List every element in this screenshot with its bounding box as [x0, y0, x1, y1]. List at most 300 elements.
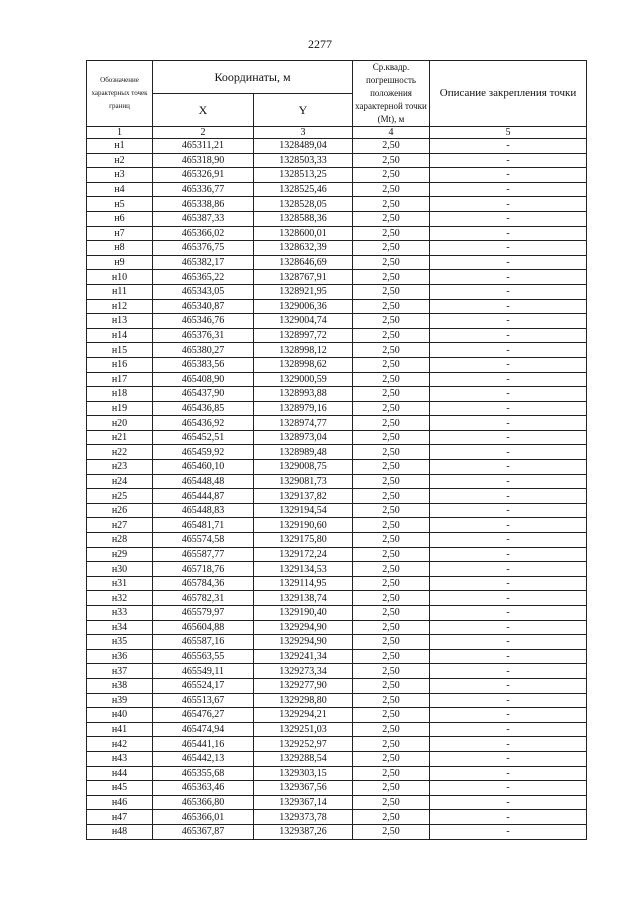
table-row [87, 474, 587, 489]
description-cell: - [430, 401, 587, 416]
description-cell: - [430, 153, 587, 168]
point-cell: н7 [87, 226, 153, 241]
error-cell: 2,50 [353, 503, 430, 518]
error-cell: 2,50 [353, 401, 430, 416]
table-row [87, 620, 587, 635]
description-cell: - [430, 664, 587, 679]
header-coordinates: Координаты, м [153, 61, 353, 94]
x-cell: 465367,87 [153, 824, 254, 839]
description-cell: - [430, 606, 587, 621]
x-cell: 465366,80 [153, 795, 254, 810]
table-row [87, 722, 587, 737]
y-cell: 1328489,04 [254, 139, 353, 154]
description-cell: - [430, 474, 587, 489]
point-cell: н1 [87, 139, 153, 154]
point-cell: н45 [87, 781, 153, 796]
y-cell: 1328998,62 [254, 357, 353, 372]
point-cell: н18 [87, 387, 153, 402]
point-cell: н30 [87, 562, 153, 577]
description-cell: - [430, 387, 587, 402]
x-cell: 465343,05 [153, 284, 254, 299]
x-cell: 465476,27 [153, 708, 254, 723]
description-cell: - [430, 182, 587, 197]
error-cell: 2,50 [353, 387, 430, 402]
x-cell: 465513,67 [153, 693, 254, 708]
x-cell: 465387,33 [153, 211, 254, 226]
y-cell: 1329006,36 [254, 299, 353, 314]
x-cell: 465474,94 [153, 722, 254, 737]
table-row [87, 387, 587, 402]
table-row [87, 591, 587, 606]
table-row [87, 503, 587, 518]
y-cell: 1329367,56 [254, 781, 353, 796]
table-row [87, 751, 587, 766]
table-row [87, 401, 587, 416]
x-cell: 465782,31 [153, 591, 254, 606]
table-row [87, 299, 587, 314]
error-cell: 2,50 [353, 474, 430, 489]
x-cell: 465382,17 [153, 255, 254, 270]
y-cell: 1328989,48 [254, 445, 353, 460]
table-body [87, 139, 587, 840]
description-cell: - [430, 620, 587, 635]
description-cell: - [430, 139, 587, 154]
y-cell: 1329190,40 [254, 606, 353, 621]
y-cell: 1329137,82 [254, 489, 353, 504]
error-cell: 2,50 [353, 664, 430, 679]
point-cell: н41 [87, 722, 153, 737]
point-cell: н44 [87, 766, 153, 781]
point-cell: н46 [87, 795, 153, 810]
y-cell: 1329294,90 [254, 635, 353, 650]
header-error: Ср.квадр. погрешность положения характерной точки (Mt), м [353, 61, 430, 127]
description-cell: - [430, 211, 587, 226]
point-cell: н19 [87, 401, 153, 416]
error-cell: 2,50 [353, 606, 430, 621]
point-cell: н26 [87, 503, 153, 518]
description-cell: - [430, 518, 587, 533]
x-cell: 465380,27 [153, 343, 254, 358]
error-cell: 2,50 [353, 562, 430, 577]
x-cell: 465444,87 [153, 489, 254, 504]
error-cell: 2,50 [353, 357, 430, 372]
x-cell: 465563,55 [153, 649, 254, 664]
x-cell: 465459,92 [153, 445, 254, 460]
y-cell: 1328600,01 [254, 226, 353, 241]
point-cell: н3 [87, 168, 153, 183]
description-cell: - [430, 795, 587, 810]
y-cell: 1329172,24 [254, 547, 353, 562]
point-cell: н28 [87, 533, 153, 548]
x-cell: 465481,71 [153, 518, 254, 533]
error-cell: 2,50 [353, 182, 430, 197]
description-cell: - [430, 591, 587, 606]
y-cell: 1329373,78 [254, 810, 353, 825]
error-cell: 2,50 [353, 430, 430, 445]
x-cell: 465376,31 [153, 328, 254, 343]
point-cell: н47 [87, 810, 153, 825]
y-cell: 1328588,36 [254, 211, 353, 226]
table-row [87, 533, 587, 548]
point-cell: н38 [87, 678, 153, 693]
error-cell: 2,50 [353, 241, 430, 256]
error-cell: 2,50 [353, 824, 430, 839]
x-cell: 465338,86 [153, 197, 254, 212]
point-cell: н13 [87, 314, 153, 329]
x-cell: 465448,48 [153, 474, 254, 489]
table-row [87, 328, 587, 343]
y-cell: 1328993,88 [254, 387, 353, 402]
point-cell: н5 [87, 197, 153, 212]
x-cell: 465408,90 [153, 372, 254, 387]
table-row [87, 153, 587, 168]
header-y: Y [254, 94, 353, 127]
x-cell: 465383,56 [153, 357, 254, 372]
point-cell: н14 [87, 328, 153, 343]
table-row [87, 357, 587, 372]
table-row [87, 547, 587, 562]
description-cell: - [430, 314, 587, 329]
error-cell: 2,50 [353, 722, 430, 737]
column-number: 4 [353, 127, 430, 139]
error-cell: 2,50 [353, 489, 430, 504]
point-cell: н36 [87, 649, 153, 664]
y-cell: 1329081,73 [254, 474, 353, 489]
point-cell: н12 [87, 299, 153, 314]
y-cell: 1329367,14 [254, 795, 353, 810]
error-cell: 2,50 [353, 139, 430, 154]
y-cell: 1329303,15 [254, 766, 353, 781]
table-row [87, 445, 587, 460]
point-cell: н32 [87, 591, 153, 606]
error-cell: 2,50 [353, 226, 430, 241]
point-cell: н22 [87, 445, 153, 460]
error-cell: 2,50 [353, 693, 430, 708]
y-cell: 1329252,97 [254, 737, 353, 752]
table-row [87, 562, 587, 577]
y-cell: 1329294,21 [254, 708, 353, 723]
description-cell: - [430, 270, 587, 285]
y-cell: 1328632,39 [254, 241, 353, 256]
point-cell: н17 [87, 372, 153, 387]
x-cell: 465460,10 [153, 460, 254, 475]
x-cell: 465363,46 [153, 781, 254, 796]
point-cell: н31 [87, 576, 153, 591]
table-row [87, 693, 587, 708]
table-row [87, 606, 587, 621]
point-cell: н42 [87, 737, 153, 752]
x-cell: 465326,91 [153, 168, 254, 183]
y-cell: 1329008,75 [254, 460, 353, 475]
table-row [87, 226, 587, 241]
y-cell: 1328503,33 [254, 153, 353, 168]
x-cell: 465346,76 [153, 314, 254, 329]
table-row [87, 284, 587, 299]
description-cell: - [430, 708, 587, 723]
description-cell: - [430, 255, 587, 270]
description-cell: - [430, 693, 587, 708]
x-cell: 465442,13 [153, 751, 254, 766]
x-cell: 465549,11 [153, 664, 254, 679]
description-cell: - [430, 635, 587, 650]
error-cell: 2,50 [353, 518, 430, 533]
description-cell: - [430, 810, 587, 825]
column-number: 3 [254, 127, 353, 139]
error-cell: 2,50 [353, 343, 430, 358]
y-cell: 1329134,53 [254, 562, 353, 577]
x-cell: 465452,51 [153, 430, 254, 445]
x-cell: 465355,68 [153, 766, 254, 781]
x-cell: 465336,77 [153, 182, 254, 197]
table-row [87, 416, 587, 431]
y-cell: 1329251,03 [254, 722, 353, 737]
table-row [87, 460, 587, 475]
table-row [87, 708, 587, 723]
point-cell: н16 [87, 357, 153, 372]
error-cell: 2,50 [353, 445, 430, 460]
x-cell: 465436,92 [153, 416, 254, 431]
table-row [87, 241, 587, 256]
x-cell: 465366,02 [153, 226, 254, 241]
description-cell: - [430, 751, 587, 766]
error-cell: 2,50 [353, 781, 430, 796]
error-cell: 2,50 [353, 211, 430, 226]
y-cell: 1329294,90 [254, 620, 353, 635]
y-cell: 1328528,05 [254, 197, 353, 212]
description-cell: - [430, 562, 587, 577]
table-row [87, 314, 587, 329]
y-cell: 1329175,80 [254, 533, 353, 548]
error-cell: 2,50 [353, 576, 430, 591]
error-cell: 2,50 [353, 460, 430, 475]
y-cell: 1328767,91 [254, 270, 353, 285]
description-cell: - [430, 737, 587, 752]
y-cell: 1329138,74 [254, 591, 353, 606]
table-row [87, 635, 587, 650]
description-cell: - [430, 168, 587, 183]
description-cell: - [430, 824, 587, 839]
x-cell: 465524,17 [153, 678, 254, 693]
y-cell: 1329114,95 [254, 576, 353, 591]
point-cell: н23 [87, 460, 153, 475]
point-cell: н27 [87, 518, 153, 533]
coordinates-table [86, 60, 587, 840]
error-cell: 2,50 [353, 328, 430, 343]
error-cell: 2,50 [353, 153, 430, 168]
x-cell: 465366,01 [153, 810, 254, 825]
point-cell: н21 [87, 430, 153, 445]
x-cell: 465448,83 [153, 503, 254, 518]
description-cell: - [430, 678, 587, 693]
x-cell: 465318,90 [153, 153, 254, 168]
error-cell: 2,50 [353, 314, 430, 329]
x-cell: 465574,58 [153, 533, 254, 548]
y-cell: 1328998,12 [254, 343, 353, 358]
x-cell: 465436,85 [153, 401, 254, 416]
table-row [87, 430, 587, 445]
x-cell: 465437,90 [153, 387, 254, 402]
y-cell: 1328997,72 [254, 328, 353, 343]
point-cell: н25 [87, 489, 153, 504]
error-cell: 2,50 [353, 168, 430, 183]
x-cell: 465718,76 [153, 562, 254, 577]
table-row [87, 810, 587, 825]
point-cell: н35 [87, 635, 153, 650]
y-cell: 1328525,46 [254, 182, 353, 197]
table-row [87, 372, 587, 387]
x-cell: 465311,21 [153, 139, 254, 154]
x-cell: 465365,22 [153, 270, 254, 285]
table-row [87, 139, 587, 154]
table-row [87, 168, 587, 183]
column-number: 2 [153, 127, 254, 139]
y-cell: 1329273,34 [254, 664, 353, 679]
description-cell: - [430, 781, 587, 796]
description-cell: - [430, 722, 587, 737]
description-cell: - [430, 766, 587, 781]
y-cell: 1329004,74 [254, 314, 353, 329]
error-cell: 2,50 [353, 197, 430, 212]
point-cell: н29 [87, 547, 153, 562]
table-header [87, 61, 587, 139]
error-cell: 2,50 [353, 299, 430, 314]
y-cell: 1329194,54 [254, 503, 353, 518]
error-cell: 2,50 [353, 591, 430, 606]
table-row [87, 795, 587, 810]
x-cell: 465604,88 [153, 620, 254, 635]
description-cell: - [430, 503, 587, 518]
column-number-row [87, 127, 587, 139]
description-cell: - [430, 445, 587, 460]
error-cell: 2,50 [353, 678, 430, 693]
error-cell: 2,50 [353, 635, 430, 650]
y-cell: 1329298,80 [254, 693, 353, 708]
error-cell: 2,50 [353, 766, 430, 781]
description-cell: - [430, 533, 587, 548]
table-row [87, 255, 587, 270]
header-description: Описание закрепления точки [430, 61, 587, 127]
point-cell: н6 [87, 211, 153, 226]
description-cell: - [430, 649, 587, 664]
table-row [87, 197, 587, 212]
point-cell: н40 [87, 708, 153, 723]
y-cell: 1328513,25 [254, 168, 353, 183]
y-cell: 1329277,90 [254, 678, 353, 693]
y-cell: 1328973,04 [254, 430, 353, 445]
table-row [87, 678, 587, 693]
point-cell: н11 [87, 284, 153, 299]
page-number: 2277 [308, 37, 332, 51]
table-row [87, 343, 587, 358]
point-cell: н2 [87, 153, 153, 168]
description-cell: - [430, 328, 587, 343]
point-cell: н8 [87, 241, 153, 256]
column-number: 5 [430, 127, 587, 139]
description-cell: - [430, 197, 587, 212]
error-cell: 2,50 [353, 270, 430, 285]
description-cell: - [430, 284, 587, 299]
error-cell: 2,50 [353, 533, 430, 548]
point-cell: н9 [87, 255, 153, 270]
point-cell: н4 [87, 182, 153, 197]
x-cell: 465587,16 [153, 635, 254, 650]
x-cell: 465340,87 [153, 299, 254, 314]
point-cell: н34 [87, 620, 153, 635]
table-row [87, 824, 587, 839]
point-cell: н24 [87, 474, 153, 489]
x-cell: 465587,77 [153, 547, 254, 562]
header-x: X [153, 94, 254, 127]
error-cell: 2,50 [353, 737, 430, 752]
column-number: 1 [87, 127, 153, 139]
header-point-designation: Обозначение характерных точек границ [87, 61, 153, 127]
point-cell: н20 [87, 416, 153, 431]
table-row [87, 182, 587, 197]
table-row [87, 781, 587, 796]
y-cell: 1328921,95 [254, 284, 353, 299]
description-cell: - [430, 299, 587, 314]
point-cell: н33 [87, 606, 153, 621]
description-cell: - [430, 576, 587, 591]
table-row [87, 576, 587, 591]
point-cell: н39 [87, 693, 153, 708]
y-cell: 1328974,77 [254, 416, 353, 431]
y-cell: 1329387,26 [254, 824, 353, 839]
y-cell: 1329288,54 [254, 751, 353, 766]
description-cell: - [430, 241, 587, 256]
point-cell: н15 [87, 343, 153, 358]
y-cell: 1329190,60 [254, 518, 353, 533]
description-cell: - [430, 489, 587, 504]
description-cell: - [430, 430, 587, 445]
error-cell: 2,50 [353, 620, 430, 635]
error-cell: 2,50 [353, 649, 430, 664]
table-row [87, 664, 587, 679]
error-cell: 2,50 [353, 372, 430, 387]
point-cell: н10 [87, 270, 153, 285]
description-cell: - [430, 357, 587, 372]
error-cell: 2,50 [353, 547, 430, 562]
description-cell: - [430, 547, 587, 562]
description-cell: - [430, 460, 587, 475]
table-row [87, 766, 587, 781]
table-row [87, 518, 587, 533]
description-cell: - [430, 416, 587, 431]
y-cell: 1329241,34 [254, 649, 353, 664]
description-cell: - [430, 372, 587, 387]
table-row [87, 270, 587, 285]
x-cell: 465579,97 [153, 606, 254, 621]
error-cell: 2,50 [353, 416, 430, 431]
table-row [87, 737, 587, 752]
point-cell: н48 [87, 824, 153, 839]
error-cell: 2,50 [353, 255, 430, 270]
table-row [87, 211, 587, 226]
x-cell: 465784,36 [153, 576, 254, 591]
x-cell: 465376,75 [153, 241, 254, 256]
table-row [87, 649, 587, 664]
error-cell: 2,50 [353, 751, 430, 766]
error-cell: 2,50 [353, 708, 430, 723]
error-cell: 2,50 [353, 795, 430, 810]
description-cell: - [430, 343, 587, 358]
error-cell: 2,50 [353, 810, 430, 825]
error-cell: 2,50 [353, 284, 430, 299]
y-cell: 1329000,59 [254, 372, 353, 387]
description-cell: - [430, 226, 587, 241]
x-cell: 465441,16 [153, 737, 254, 752]
table-row [87, 489, 587, 504]
